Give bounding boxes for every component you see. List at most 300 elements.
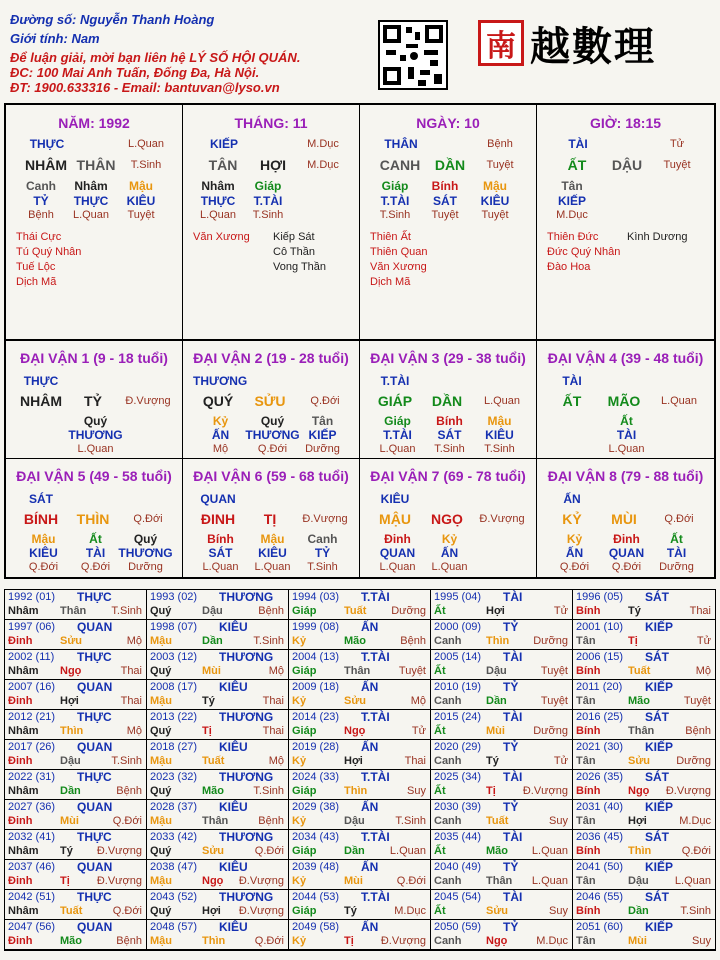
year-star: SÁT <box>645 830 669 844</box>
year-branch: Mão <box>628 695 650 707</box>
year-stage: Tuyệt <box>683 695 711 707</box>
year-label: 2038 (47) <box>150 861 198 873</box>
hidden-stem: Giáp <box>381 179 409 193</box>
year-branch: Tuất <box>60 905 83 917</box>
year-stem: Giáp <box>292 845 317 857</box>
year-stem: Canh <box>434 755 462 767</box>
year-stem: Đinh <box>8 875 33 887</box>
year-cell[interactable] <box>431 800 573 830</box>
annual-luck-table <box>4 589 716 951</box>
year-stage: Mộ <box>410 695 426 707</box>
year-stage: Tuyệt <box>540 665 568 677</box>
year-star: KIẾP <box>645 800 674 814</box>
year-branch: Ngọ <box>202 875 224 887</box>
year-cell[interactable] <box>573 740 715 770</box>
year-stem: Kỷ <box>292 875 307 887</box>
pillar-title: NĂM: 1992 <box>58 115 130 131</box>
year-stage: Đ.Vượng <box>238 905 284 917</box>
year-stem: Mậu <box>150 695 172 707</box>
year-branch: Mão <box>344 635 366 647</box>
year-cell[interactable] <box>573 620 715 650</box>
hidden-stage: Q.Đới <box>80 561 111 573</box>
year-cell[interactable] <box>431 680 573 710</box>
year-label: 2011 (20) <box>576 681 623 693</box>
dai-van-star: QUAN <box>200 492 236 506</box>
year-branch: Dậu <box>628 875 649 887</box>
year-stage: Bệnh <box>258 605 284 617</box>
year-branch: Mùi <box>344 875 363 887</box>
year-cell[interactable] <box>573 680 715 710</box>
year-star: KIÊU <box>219 920 248 934</box>
year-cell[interactable] <box>289 740 431 770</box>
year-label: 2022 (31) <box>8 771 56 783</box>
year-label: 2046 (55) <box>576 891 624 903</box>
year-label: 2002 (11) <box>8 651 55 663</box>
hidden-stage: Tuyệt <box>127 209 155 221</box>
year-cell[interactable] <box>5 890 147 920</box>
year-stage: Tử <box>553 605 568 617</box>
year-cell[interactable] <box>147 650 289 680</box>
year-cell[interactable] <box>431 890 573 920</box>
year-label: 2021 (30) <box>576 741 624 753</box>
year-branch: Mùi <box>60 815 79 827</box>
pillar-title: THÁNG: 11 <box>234 115 308 131</box>
year-stage: Tử <box>696 635 711 647</box>
year-stem: Bính <box>576 785 601 797</box>
year-label: 1997 (06) <box>8 621 56 633</box>
year-star: KIẾP <box>645 920 674 934</box>
year-cell[interactable] <box>147 860 289 890</box>
address-line: ĐC: 100 Mai Anh Tuấn, Đống Đa, Hà Nội. <box>10 65 260 80</box>
year-star: T.TÀI <box>361 770 390 784</box>
year-label: 2037 (46) <box>8 861 56 873</box>
pillar-2 <box>183 105 360 339</box>
year-star: KIẾP <box>645 740 674 754</box>
year-star: TÀI <box>503 650 523 664</box>
year-cell[interactable] <box>5 590 147 620</box>
dai-van-stem: GIÁP <box>377 393 413 409</box>
year-label: 1994 (03) <box>292 591 340 603</box>
hidden-stage: Q.Đới <box>559 561 590 573</box>
year-stem: Ất <box>434 725 446 737</box>
year-cell[interactable] <box>573 860 715 890</box>
year-star: TÀI <box>503 710 523 724</box>
year-stage: Đ.Vượng <box>96 875 142 887</box>
year-stage: Q.Đới <box>254 935 284 947</box>
year-cell[interactable] <box>5 830 147 860</box>
year-cell[interactable] <box>147 680 289 710</box>
year-cell[interactable] <box>147 710 289 740</box>
hidden-star: SÁT <box>208 546 233 560</box>
year-cell[interactable] <box>431 740 573 770</box>
year-stem: Mậu <box>150 875 172 887</box>
year-stage: Mộ <box>695 665 711 677</box>
year-cell[interactable] <box>147 590 289 620</box>
year-cell[interactable] <box>431 620 573 650</box>
year-cell[interactable] <box>573 770 715 800</box>
year-stage: L.Quan <box>674 875 711 887</box>
year-cell[interactable] <box>147 620 289 650</box>
pillar-branch-star: Tuyệt <box>663 159 691 171</box>
hidden-star: SÁT <box>437 428 462 442</box>
hidden-stage: L.Quan <box>254 561 291 573</box>
hidden-stem: Kỷ <box>441 532 458 546</box>
year-stem: Bính <box>576 665 601 677</box>
year-cell[interactable] <box>289 830 431 860</box>
dai-van-branch: TỊ <box>263 511 277 527</box>
year-star: THỰC <box>77 650 112 664</box>
pillar-stem: TÂN <box>208 157 238 173</box>
year-label: 2012 (21) <box>8 711 56 723</box>
year-star: KIÊU <box>219 680 248 694</box>
hidden-stage: M.Dục <box>556 209 588 221</box>
hidden-stem: Giáp <box>384 414 411 428</box>
year-branch: Tý <box>344 905 357 917</box>
year-cell[interactable] <box>573 650 715 680</box>
year-cell[interactable] <box>147 800 289 830</box>
year-star: TỶ <box>503 740 519 754</box>
year-cell[interactable] <box>431 830 573 860</box>
dai-van-stage: Đ.Vượng <box>302 513 348 525</box>
year-branch: Hợi <box>60 695 79 707</box>
year-cell[interactable] <box>431 770 573 800</box>
year-cell[interactable] <box>289 680 431 710</box>
year-branch: Ngọ <box>628 785 650 797</box>
hidden-star: KIÊU <box>126 194 156 208</box>
year-cell[interactable] <box>573 920 715 950</box>
year-cell[interactable] <box>573 800 715 830</box>
dai-van-2 <box>183 341 360 459</box>
pillar-branch-star: T.Sinh <box>130 159 162 171</box>
pillar-star-top-right: Bệnh <box>487 138 513 150</box>
year-label: 2030 (39) <box>434 801 482 813</box>
dai-van-stem: QUÝ <box>202 393 234 409</box>
shen-sha-star: Kiếp Sát <box>273 231 315 243</box>
year-stage: Mộ <box>268 665 284 677</box>
year-star: SÁT <box>645 770 669 784</box>
year-branch: Tuất <box>628 665 651 677</box>
year-cell[interactable] <box>431 860 573 890</box>
pillar-star-top-right: Tử <box>669 138 685 150</box>
year-label: 1992 (01) <box>8 591 56 603</box>
dai-van-stage: Q.Đới <box>310 395 340 407</box>
hidden-star: T.TÀI <box>383 428 412 442</box>
hidden-star: KIÊU <box>29 546 58 560</box>
year-branch: Tị <box>628 635 638 647</box>
year-branch: Dần <box>60 785 81 797</box>
year-stage: Tử <box>411 725 426 737</box>
year-stage: Thai <box>262 695 284 707</box>
dai-van-title: ĐẠI VẬN 6 (59 - 68 tuổi) <box>193 468 349 484</box>
hidden-stage: T.Sinh <box>379 209 411 221</box>
year-stem: Ất <box>434 785 446 797</box>
year-label: 2028 (37) <box>150 801 198 813</box>
hidden-stem: Giáp <box>254 179 282 193</box>
year-star: TỶ <box>503 920 519 934</box>
year-stage: Q.Đới <box>112 815 142 827</box>
year-label: 2032 (41) <box>8 831 56 843</box>
year-cell[interactable] <box>147 740 289 770</box>
year-stem: Đinh <box>8 935 33 947</box>
year-cell[interactable] <box>147 920 289 950</box>
year-star: THỰC <box>77 590 112 604</box>
hidden-stem: Đinh <box>613 532 640 546</box>
year-cell[interactable] <box>5 860 147 890</box>
hidden-stage: L.Quan <box>379 561 416 573</box>
year-stem: Quý <box>150 605 172 617</box>
hidden-stage: L.Quan <box>72 209 110 221</box>
year-cell[interactable] <box>573 890 715 920</box>
pillar-star-top: THÂN <box>384 137 418 151</box>
year-label: 2049 (58) <box>292 921 340 933</box>
dai-van-star: ẤN <box>563 492 581 506</box>
year-label: 2048 (57) <box>150 921 198 933</box>
year-cell[interactable] <box>431 590 573 620</box>
year-stem: Quý <box>150 905 172 917</box>
year-label: 2051 (60) <box>576 921 624 933</box>
year-star: QUAN <box>77 680 113 694</box>
hidden-stage: Q.Đới <box>611 561 642 573</box>
dai-van-title: ĐẠI VẬN 4 (39 - 48 tuổi) <box>547 350 704 366</box>
year-branch: Dậu <box>202 605 223 617</box>
year-star: KIÊU <box>219 860 248 874</box>
year-cell[interactable] <box>289 620 431 650</box>
year-stem: Nhâm <box>8 905 39 917</box>
hidden-star: THƯƠNG <box>68 428 123 442</box>
year-stem: Kỷ <box>292 635 307 647</box>
year-cell[interactable] <box>5 620 147 650</box>
year-stem: Mậu <box>150 755 172 767</box>
dai-van-star: TÀI <box>562 374 582 388</box>
year-star: QUAN <box>77 860 113 874</box>
dai-van-stem: KỶ <box>562 511 582 527</box>
year-branch: Thìn <box>486 635 510 647</box>
pillar-3 <box>360 105 537 339</box>
year-stage: Q.Đới <box>681 845 711 857</box>
hidden-stem: Mậu <box>129 179 153 193</box>
year-branch: Tý <box>202 695 215 707</box>
year-label: 2025 (34) <box>434 771 482 783</box>
dai-van-star: THƯƠNG <box>193 374 248 388</box>
hidden-stem: Canh <box>26 179 56 193</box>
year-star: KIẾP <box>645 620 674 634</box>
year-branch: Thân <box>202 815 229 827</box>
year-label: 2003 (12) <box>150 651 198 663</box>
shen-sha-star: Đức Quý Nhân <box>547 246 621 258</box>
year-branch: Tị <box>202 725 212 737</box>
pillar-branch: HỢI <box>260 157 286 173</box>
dai-van-3 <box>360 341 537 459</box>
hidden-star: THỰC <box>73 194 109 208</box>
hidden-stage: L.Quan <box>199 209 237 221</box>
dai-van-branch: MÙI <box>611 511 637 527</box>
pillar-title: GIỜ: 18:15 <box>589 115 662 131</box>
year-cell[interactable] <box>289 860 431 890</box>
hidden-stem: Tân <box>311 414 334 428</box>
year-cell[interactable] <box>289 890 431 920</box>
dai-van-stage: L.Quan <box>660 395 698 407</box>
year-stem: Ất <box>434 665 446 677</box>
year-cell[interactable] <box>289 590 431 620</box>
hidden-stage: L.Quan <box>431 561 468 573</box>
year-stem: Canh <box>434 935 462 947</box>
year-branch: Dần <box>628 905 649 917</box>
year-stage: Q.Đới <box>112 905 142 917</box>
year-branch: Thân <box>628 725 655 737</box>
year-cell[interactable] <box>5 680 147 710</box>
year-branch: Thân <box>486 875 513 887</box>
year-stage: Thai <box>689 605 711 617</box>
year-stage: Đ.Vượng <box>522 785 568 797</box>
year-stem: Tân <box>576 875 596 887</box>
hidden-stage: Mộ <box>212 443 229 455</box>
year-stage: Suy <box>549 815 568 827</box>
year-star: T.TÀI <box>361 710 390 724</box>
hidden-stem: Bính <box>431 179 459 193</box>
year-stage: Tử <box>553 755 568 767</box>
year-stem: Giáp <box>292 665 317 677</box>
year-cell[interactable] <box>147 770 289 800</box>
hidden-star: KIẾP <box>308 428 337 442</box>
dai-van-5 <box>6 459 183 577</box>
year-stage: Đ.Vượng <box>380 935 426 947</box>
year-stage: T.Sinh <box>253 635 284 647</box>
year-cell[interactable] <box>5 740 147 770</box>
year-star: TỶ <box>503 800 519 814</box>
dai-van-stem: NHÂM <box>20 393 62 409</box>
year-cell[interactable] <box>573 830 715 860</box>
year-cell[interactable] <box>5 800 147 830</box>
shen-sha-star: Thiên Ất <box>370 231 411 243</box>
year-stage: L.Quan <box>531 875 568 887</box>
dai-van-branch: NGỌ <box>431 511 463 527</box>
year-branch: Mão <box>486 845 508 857</box>
hidden-stem: Bính <box>207 532 234 546</box>
year-star: THƯƠNG <box>219 830 274 844</box>
dai-van-star: SÁT <box>29 492 53 506</box>
year-star: TÀI <box>503 830 523 844</box>
year-cell[interactable] <box>431 710 573 740</box>
dai-van-branch: TỶ <box>84 393 102 409</box>
year-cell[interactable] <box>573 710 715 740</box>
year-branch: Tuất <box>486 815 509 827</box>
year-cell[interactable] <box>431 920 573 950</box>
hidden-stage: Tuyệt <box>431 209 459 221</box>
dai-van-7 <box>360 459 537 577</box>
year-star: KIÊU <box>219 740 248 754</box>
year-cell[interactable] <box>289 650 431 680</box>
pillar-branch: DẦN <box>434 157 466 173</box>
year-star: KIÊU <box>219 800 248 814</box>
logo-text: 越數理 <box>530 22 656 70</box>
hidden-stage: L.Quan <box>77 443 114 455</box>
year-branch: Tị <box>344 935 354 947</box>
year-cell[interactable] <box>289 920 431 950</box>
shen-sha-star: Cô Thần <box>273 246 315 258</box>
year-branch: Sửu <box>486 905 509 917</box>
year-cell[interactable] <box>289 800 431 830</box>
year-label: 2010 (19) <box>434 681 482 693</box>
year-label: 2045 (54) <box>434 891 482 903</box>
pillar-star-top: TÀI <box>568 137 588 151</box>
year-stage: Đ.Vượng <box>665 785 711 797</box>
year-branch: Thân <box>60 605 87 617</box>
hidden-stem: Mậu <box>31 532 56 546</box>
year-star: ẤN <box>361 740 379 754</box>
phone-email-line: ĐT: 1900.633316 - Email: bantuvan@lyso.vn <box>10 80 280 95</box>
year-stage: Q.Đới <box>396 875 426 887</box>
year-cell[interactable] <box>289 770 431 800</box>
year-label: 2009 (18) <box>292 681 340 693</box>
year-cell[interactable] <box>289 710 431 740</box>
dai-van-4 <box>537 341 714 459</box>
shen-sha-star: Thiên Quan <box>370 246 428 258</box>
year-branch: Mùi <box>202 665 221 677</box>
pillar-title: NGÀY: 10 <box>416 115 480 131</box>
year-stem: Tân <box>576 635 596 647</box>
year-cell[interactable] <box>147 890 289 920</box>
year-stage: Đ.Vượng <box>96 845 142 857</box>
year-stem: Tân <box>576 815 596 827</box>
year-cell[interactable] <box>5 770 147 800</box>
year-stage: Tuyệt <box>540 695 568 707</box>
year-label: 2014 (23) <box>292 711 340 723</box>
hidden-stem: Mậu <box>260 532 285 546</box>
year-cell[interactable] <box>147 830 289 860</box>
year-star: KIẾP <box>645 860 674 874</box>
year-stem: Đinh <box>8 755 33 767</box>
year-branch: Sửu <box>344 695 367 707</box>
dai-van-stage: Đ.Vượng <box>479 513 525 525</box>
year-stem: Kỷ <box>292 935 307 947</box>
year-cell[interactable] <box>5 650 147 680</box>
year-stem: Nhâm <box>8 785 39 797</box>
hidden-stem: Đinh <box>384 532 411 546</box>
shen-sha-star: Văn Xương <box>193 231 250 243</box>
hidden-stem: Nhâm <box>201 179 235 193</box>
year-cell[interactable] <box>573 590 715 620</box>
year-cell[interactable] <box>5 920 147 950</box>
hidden-stage: Q.Đới <box>257 443 288 455</box>
hidden-stem: Ất <box>89 532 102 546</box>
hidden-stage: Q.Đới <box>28 561 59 573</box>
year-cell[interactable] <box>431 650 573 680</box>
dai-van-6 <box>183 459 360 577</box>
hidden-stage: Dưỡng <box>305 443 340 455</box>
dai-van-1 <box>6 341 183 459</box>
hidden-star: THƯƠNG <box>118 546 173 560</box>
year-branch: Mão <box>202 785 224 797</box>
year-branch: Dần <box>486 695 507 707</box>
year-cell[interactable] <box>5 710 147 740</box>
year-star: TÀI <box>503 890 523 904</box>
year-star: TỶ <box>503 620 519 634</box>
year-stem: Đinh <box>8 695 33 707</box>
year-label: 2023 (32) <box>150 771 198 783</box>
hidden-stem: Kỷ <box>566 532 583 546</box>
year-star: SÁT <box>645 650 669 664</box>
year-star: THƯƠNG <box>219 890 274 904</box>
year-branch: Thìn <box>60 725 84 737</box>
qr-code-icon[interactable] <box>378 20 448 90</box>
hidden-stage: L.Quan <box>608 443 645 455</box>
year-star: SÁT <box>645 710 669 724</box>
year-stage: Thai <box>120 695 142 707</box>
hidden-star: THỰC <box>200 194 236 208</box>
hidden-stage: Dưỡng <box>128 561 163 573</box>
year-stem: Quý <box>150 665 172 677</box>
contact-line: Để luận giải, mời bạn liên hệ LÝ SỐ HỘI QUÁN. <box>10 50 301 65</box>
